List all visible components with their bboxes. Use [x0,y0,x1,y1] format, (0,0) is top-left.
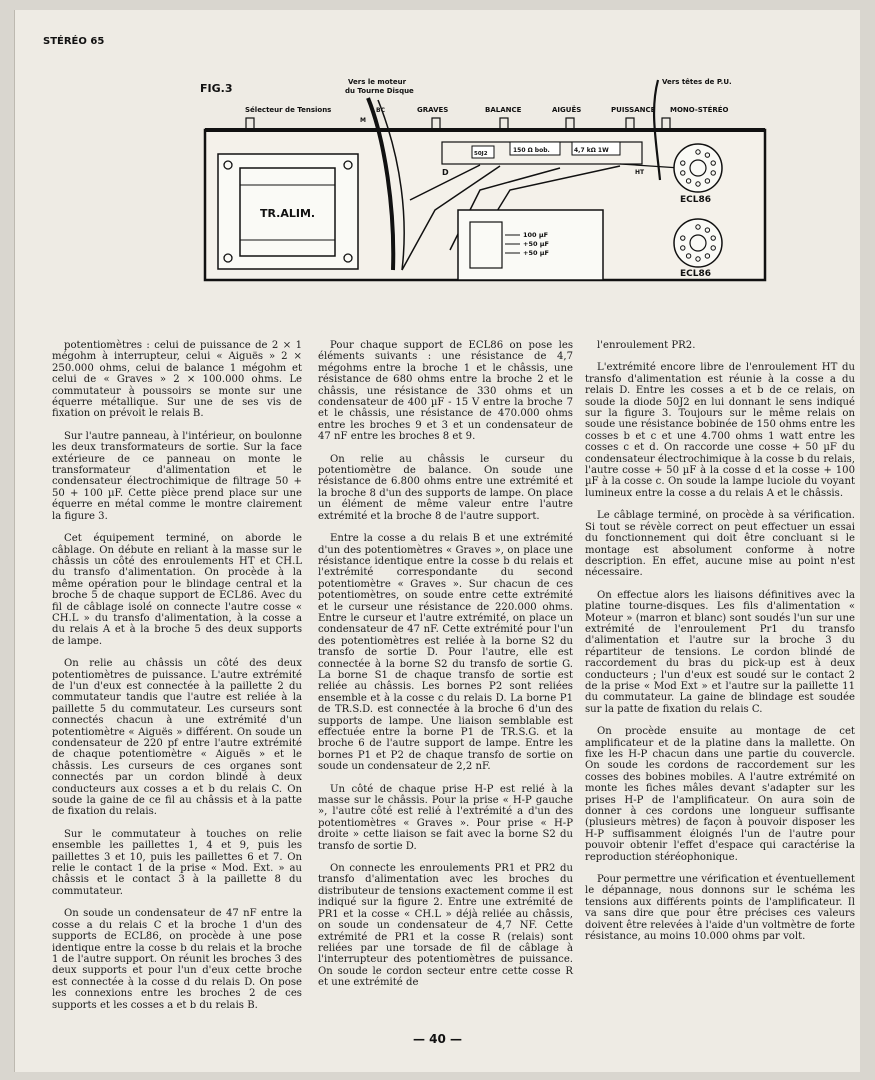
wiring-diagram [180,70,800,340]
diode-label: 50J2 [474,151,488,157]
tube-1-label: ECL86 [680,195,712,205]
knob-label-graves: GRAVES [417,106,449,114]
bc-label: BC [376,107,385,114]
transformer-label: TR.ALIM. [260,207,316,220]
motor-label-1: Vers le moteur [348,78,407,86]
col1-paragraph: Sur le commutateur à touches on relie ensemble les paillettes 1, 4 et 9, puis les paillettes 3 et 10, puis les paillettes 6 et 7. On relie le contact 1 de la prise « Mod. Ext. » au châssis et le contact 3 à la paillette 8 du commutateur. [52,828,302,897]
col2-paragraph: On connecte les enroulements PR1 et PR2 du transfo d'alimentation avec les broches du distributeur de tensions exactement comme il est indiqué sur la figure 2. Entre une extrémité de PR1 et la cosse « CH.L » déjà reliée au châssis, on soude un condensateur de 4,7 NF. Cette extrémité de PR1 et la cosse R (relais) sont reliées par une torsade de fil de câblage à l'interrupteur des potentiomètres de puissance. On soude le cordon secteur entre cette cosse R et une extrémité de [318,863,573,989]
magazine-page [14,10,860,1072]
cap-value-50b: +50 µF [523,249,549,257]
col2-paragraph: On relie au châssis le curseur du potentiomètre de balance. On soude une résistance de 6.800 ohms entre une extrémité et la broche 8 d'un des supports de lampe. On place un élément de même valeur entre l'autre extrémité et la broche 8 de l'autre support. [318,453,573,522]
knob-label-aigues: AIGUËS [552,106,582,114]
col3-paragraph: Pour permettre une vérification et éventuellement le dépannage, nous donnons sur le schéma les tensions aux différents points de l'amplificateur. Il va sans dire que pour être précises ces valeurs doivent être relevées à l'aide d'un voltmètre de forte résistance, au moins 10.000 ohms par volt. [585,874,855,943]
col3-paragraph: Le câblage terminé, on procède à sa vérification. Si tout se révèle correct on peut effectuer un essai du fonctionnement qui doit être concluant si le montage est absolument conforme à notre description. En effet, aucune mise au point n'est nécessaire. [585,510,855,579]
col3-paragraph: On effectue alors les liaisons définitives avec la platine tourne-disques. Les fils d'alimentation « Moteur » (marron et blanc) sont soudés l'un sur une extrémité de l'enroulement Pr1 du transfo d'alimentation et l'autre sur la broche 3 du répartiteur de tensions. Le cordon blindé de raccordement du bras du pick-up est à deux conducteurs ; l'un d'eux est soudé sur le contact 2 de la prise « Mod Ext » et l'autre sur la paillette 11 du commutateur. La gaine de blindage est soudée sur la patte de fixation du relais C. [585,589,855,715]
col3-paragraph: L'extrémité encore libre de l'enroulement HT du transfo d'alimentation est réunie à la cosse a du relais D. Entre les cosses a et b de ce relais, on soude la diode 50J2 en lui donnant le sens indiqué sur la figure 3. Toujours sur le même relais on soude une résistance bobinée de 150 ohms entre les cosses b et c et une 4.700 ohms 1 watt entre les cosses c et d. On raccorde une cosse + 50 µF du condensateur électrochimique à la cosse b du relais, l'autre cosse + 50 µF à la cosse d et la cosse + 100 µF à la cosse c. On soude la lampe luciole du voyant lumineux entre la cosse a du relais A et le châssis. [585,362,855,499]
page-number: — 40 — [412,1032,463,1046]
selector-label: Sélecteur de Tensions [245,106,332,114]
knob-label-balance: BALANCE [485,106,522,114]
figure-label: FIG.3 [200,82,233,95]
tube-socket-1 [674,144,722,192]
resistor-150-label: 150 Ω bob. [513,147,550,154]
resistor-4k7-label: 4,7 kΩ 1W [574,147,609,154]
knob-label-puissance: PUISSANCE [611,106,656,114]
col1-paragraph: On soude un condensateur de 47 nF entre la cosse a du relais C et la broche 1 d'un des supports de ECL86, on procède à une pose identique entre la cosse b du relais et la broche 1 de l'autre support. On réunit les broches 3 des deux supports et pour l'un d'eux cette broche est connectée à la cosse d du relais D. On pose les connexions entre les broches 2 de ces supports et les cosses a et b du relais B. [52,908,302,1011]
col2-paragraph: Entre la cosse a du relais B et une extrémité d'un des potentiomètres « Graves », on place une résistance identique entre la cosse b du relais et l'extrémité correspondante du second potentiomètre « Graves ». Sur chacun de ces potentiomètres, on soude entre cette extrémité et le curseur une résistance de 220.000 ohms. Entre le curseur et l'autre extrémité, on place un condensateur de 47 nF. Cette extrémité pour l'un des potentiomètres est reliée à la borne S2 du transfo de sortie D. Pour l'autre, elle est connectée à la borne S2 du transfo de sortie G. La borne S1 de chaque transfo de sortie est reliée au châssis. Les bornes P2 sont reliées ensemble et à la cosse c du relais D. La borne P1 de TR.S.D. est connectée à la broche 6 d'un des supports de lampe. Une liaison semblable est effectuée entre la borne P1 de TR.S.G. et la broche 6 de l'autre support de lampe. Entre les bornes P1 et P2 de chaque transfo de sortie on soude un condensateur de 2,2 nF. [318,533,573,773]
pu-label: Vers têtes de P.U. [662,78,732,86]
text-column-2 [318,340,573,1000]
cap-value-100: 100 µF [523,231,549,239]
col3-paragraph: l'enroulement PR2. [597,340,696,351]
col2-paragraph: Un côté de chaque prise H-P est relié à la masse sur le châssis. Pour la prise « H-P gauche », l'autre côté est relié à l'extrémité a d'un des potentiomètres « Graves ». Pour prise « H-P droite » cette liaison se fait avec la borne S2 du transfo de sortie D. [318,783,573,852]
col1-paragraph: Sur l'autre panneau, à l'intérieur, on boulonne les deux transformateurs de sortie. Sur la face extérieure de ce panneau on monte le transformateur d'alimentation et le condensateur électrochimique de filtrage 50 + 50 + 100 µF. Cette pièce prend place sur une équerre en métal comme le montre clairement la figure 3. [52,430,302,522]
ht-label: HT [635,169,645,176]
col1-paragraph: Cet équipement terminé, on aborde le câblage. On débute en reliant à la masse sur le châssis un côté des enroulements HT et CH.L du transfo d'alimentation. On procède à la même opération pour le blindage central et la broche 5 de chaque support de ECL86. Avec du fil de câblage isolé on connecte l'autre cosse « CH.L » du transfo d'alimentation, à la cosse a du relais A et à la broche 5 des deux supports de lampe. [52,533,302,647]
knob-label-mono-stereo: MONO-STÉRÉO [670,106,729,114]
col2-paragraph: Pour chaque support de ECL86 on pose les éléments suivants : une résistance de 4,7 mégohms entre la broche 1 et le châssis, une résistance de 680 ohms entre la broche 2 et le châssis, une résistance de 330 ohms et un condensateur de 400 µF - 15 V entre la broche 7 et le châssis, une résistance de 470.000 ohms entre les broches 9 et 3 et un condensateur de 47 nF entre les broches 8 et 9. [318,340,573,443]
tube-2-label: ECL86 [680,269,712,279]
col1-paragraph: potentiomètres : celui de puissance de 2 × 1 mégohm à interrupteur, celui « Aiguës » 2 × 250.000 ohms, celui de balance 1 mégohm et celui de « Graves » 2 × 100.000 ohms. Le commutateur à poussoirs se monte sur une équerre métallique. Sur une de ses vis de fixation on prévoit le relais B. [52,340,302,420]
motor-label-2: du Tourne Disque [345,87,414,95]
col1-paragraph: On relie au châssis un côté des deux potentiomètres de puissance. L'autre extrémité de l'un d'eux est connectée à la paillette 2 du commutateur tandis que l'autre est reliée à la paillette 5 du commutateur. Les curseurs sont connectés chacun à une extrémité d'un potentiomètre « Aiguës » différent. On soude un condensateur de 220 pf entre l'autre extrémité de chaque potentiomètre « Aiguës » et le châssis. Les curseurs de ces organes sont connectés par un cordon blindé à deux conducteurs aux cosses a et b du relais C. On soude la gaine de ce fil au châssis et à la patte de fixation du relais. [52,658,302,818]
text-column-3 [585,340,855,954]
text-column-1 [52,340,302,1022]
cap-value-50a: +50 µF [523,240,549,248]
relay-d-label: D [442,168,449,177]
col3-paragraph: On procède ensuite au montage de cet amplificateur et de la platine dans la mallette. On fixe les H-P chacun dans une partie du couvercle. On soude les cordons de raccordement sur les cosses des bobines mobiles. A l'autre extrémité on monte les fiches mâles devant s'adapter sur les prises H-P de l'amplificateur. On aura soin de donner à ces cordons une longueur suffisante (plusieurs mètres) de façon à pouvoir disposer les H-P suffisamment éloignés l'un de l'autre pour pouvoir obtenir l'effet d'espace qui caractérise la reproduction stéréophonique. [585,726,855,863]
magazine-header: STÉRÉO 65 [43,36,105,47]
tube-socket-2 [674,219,722,267]
m-label: M [360,117,366,124]
